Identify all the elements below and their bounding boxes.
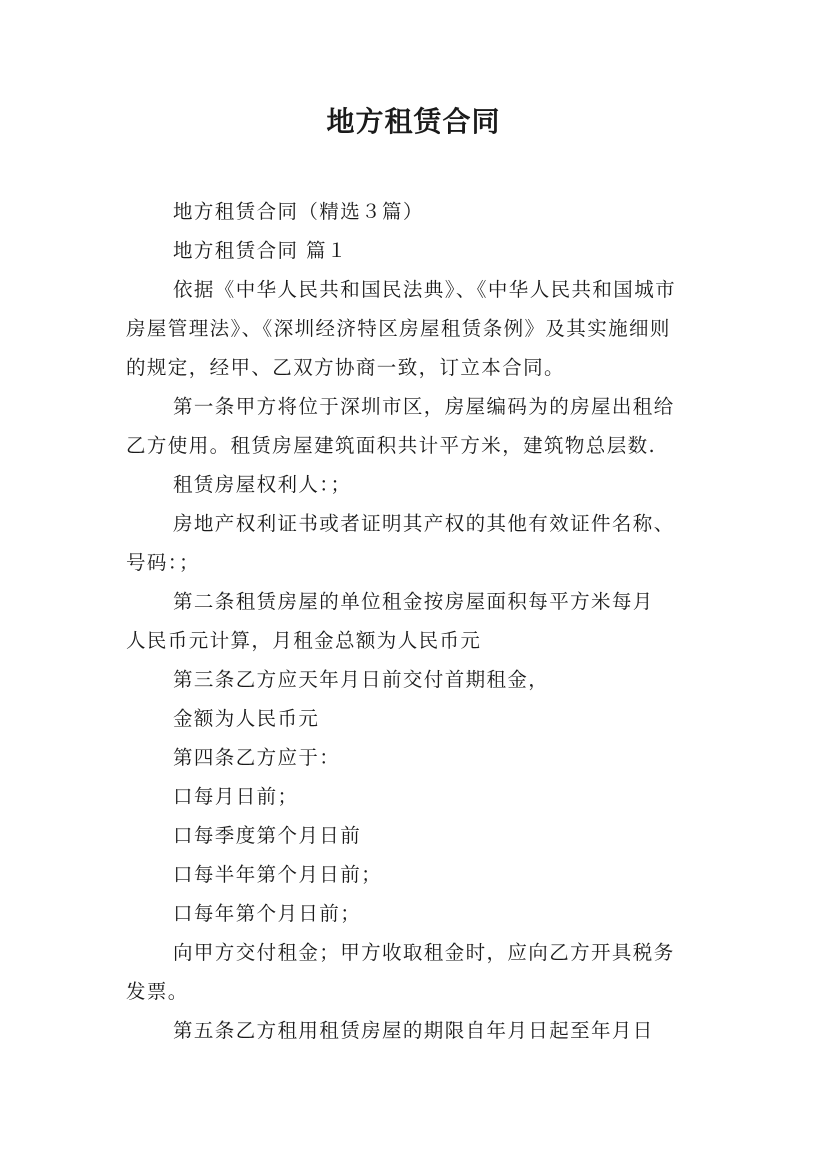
section-heading: 地方租赁合同 篇１ — [173, 239, 348, 262]
option-yearly — [126, 894, 706, 933]
paragraph-payment-invoice — [126, 933, 706, 1011]
document-body — [126, 192, 706, 1050]
paragraph-legal-basis — [126, 270, 706, 387]
paragraph-article-1 — [126, 387, 706, 465]
paragraph-line: 第五条乙方租用租赁房屋的期限自年月日起至年月日 — [173, 1019, 654, 1042]
document-title: 地方租赁合同 — [326, 105, 501, 138]
paragraph-line: 向甲方交付租金；甲方收取租金时，应向乙方开具税务 — [173, 941, 675, 964]
paragraph-line: 金额为人民币元 — [173, 707, 320, 730]
option-half-yearly — [126, 855, 706, 894]
paragraph-line: 人民币元计算，月租金总额为人民币元 — [126, 629, 482, 652]
paragraph-line: 口每月日前； — [173, 785, 299, 808]
paragraph-line: 房屋管理法》、《深圳经济特区房屋租赁条例》及其实施细则 — [126, 317, 671, 340]
paragraph-article-4 — [126, 738, 706, 777]
paragraph-line: 第一条甲方将位于深圳市区，房屋编码为的房屋出租给 — [173, 395, 675, 418]
option-quarterly — [126, 816, 706, 855]
paragraph-line: 房地产权利证书或者证明其产权的其他有效证件名称、 — [173, 512, 675, 535]
subtitle: 地方租赁合同（精选３篇） — [173, 200, 424, 223]
paragraph-line: 租赁房屋权利人：； — [173, 473, 352, 496]
option-monthly — [126, 777, 706, 816]
paragraph-article-3 — [126, 660, 706, 699]
paragraph-line: 口每半年第个月日前； — [173, 863, 383, 886]
paragraph-line: 乙方使用。租赁房屋建筑面积共计平方米，建筑物总层数. — [126, 434, 657, 457]
paragraph-line: 第二条租赁房屋的单位租金按房屋面积每平方米每月 — [173, 590, 654, 613]
paragraph-line: 口每季度第个月日前 — [173, 824, 362, 847]
paragraph-rights-holder — [126, 465, 706, 504]
paragraph-line: 号码：； — [126, 551, 200, 574]
paragraph-amount — [126, 699, 706, 738]
paragraph-line: 口每年第个月日前； — [173, 902, 362, 925]
paragraph-line: 发票。 — [126, 980, 189, 1003]
paragraph-line: 第三条乙方应天年月日前交付首期租金， — [173, 668, 550, 691]
paragraph-article-2 — [126, 582, 706, 660]
paragraph-article-5 — [126, 1011, 706, 1050]
paragraph-certificate — [126, 504, 706, 582]
paragraph-line: 的规定，经甲、乙双方协商一致，订立本合同。 — [126, 356, 565, 379]
paragraph-line: 依据《中华人民共和国民法典》、《中华人民共和国城市 — [173, 278, 677, 301]
paragraph-line: 第四条乙方应于： — [173, 746, 341, 769]
